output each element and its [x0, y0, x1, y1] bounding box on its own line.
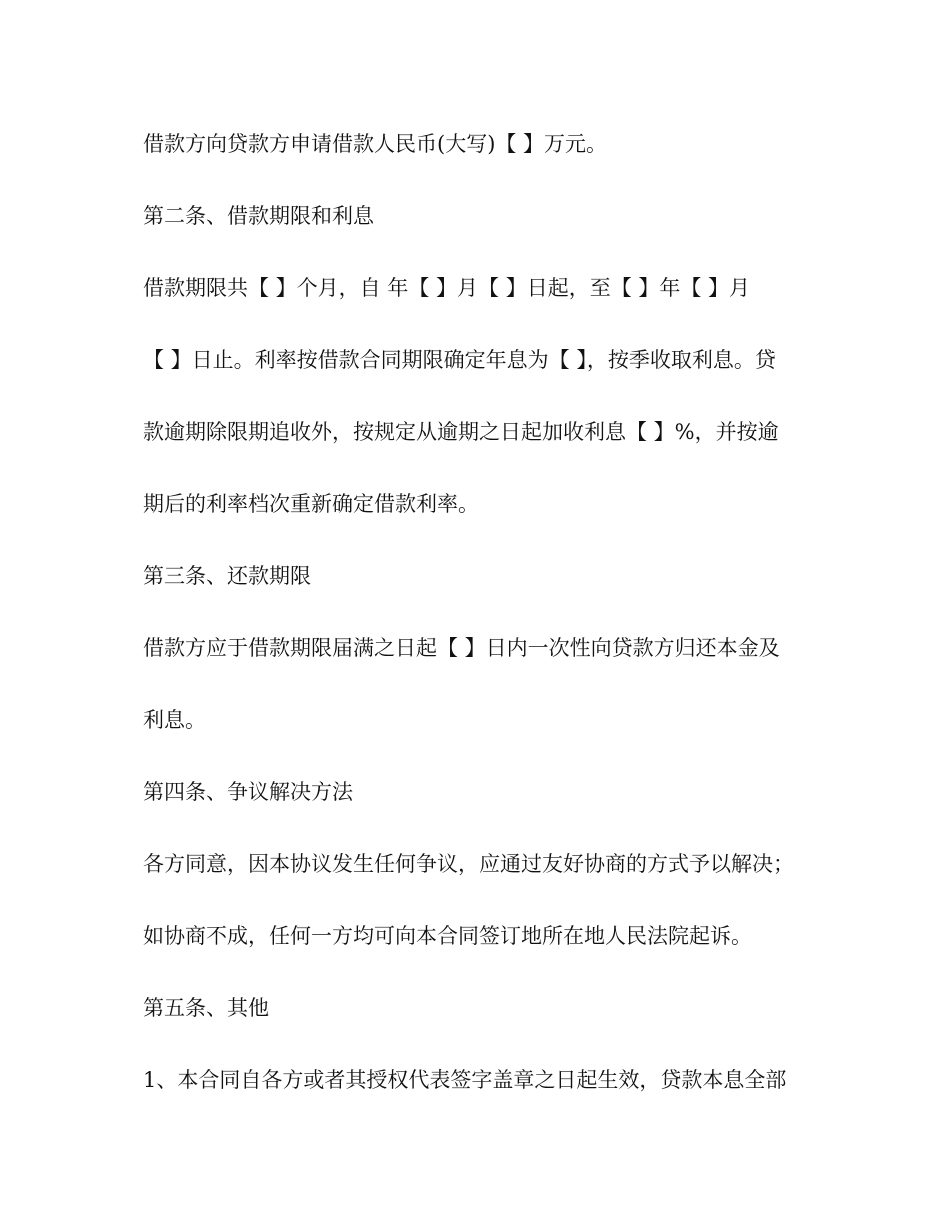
text-line-overdue-interest: 款逾期除限期追收外，按规定从逾期之日起加收利息【 】%，并按逾 [143, 420, 779, 444]
text-line-interest-rate: 【 】日止。利率按借款合同期限确定年息为【 】，按季收取利息。贷 [143, 348, 776, 372]
heading-article-5: 第五条、其他 [143, 996, 269, 1020]
text-line-rate-reset: 期后的利率档次重新确定借款利率。 [143, 492, 479, 516]
text-line-repayment-cont: 利息。 [143, 708, 206, 732]
text-line-loan-amount: 借款方向贷款方申请借款人民币(大写)【 】万元。 [143, 132, 608, 156]
text-line-effective: 1、本合同自各方或者其授权代表签字盖章之日起生效，贷款本息全部 [143, 1068, 787, 1092]
text-line-dispute-cont: 如协商不成，任何一方均可向本合同签订地所在地人民法院起诉。 [143, 924, 752, 948]
text-line-loan-term: 借款期限共【 】个月，自 年【 】月【 】日起，至【 】年【 】月 [143, 276, 751, 300]
heading-article-3: 第三条、还款期限 [143, 564, 311, 588]
heading-article-2: 第二条、借款期限和利息 [143, 204, 374, 228]
text-line-repayment: 借款方应于借款期限届满之日起【 】日内一次性向贷款方归还本金及 [143, 636, 780, 660]
heading-article-4: 第四条、争议解决方法 [143, 780, 353, 804]
text-line-dispute: 各方同意，因本协议发生任何争议，应通过友好协商的方式予以解决； [143, 852, 794, 876]
